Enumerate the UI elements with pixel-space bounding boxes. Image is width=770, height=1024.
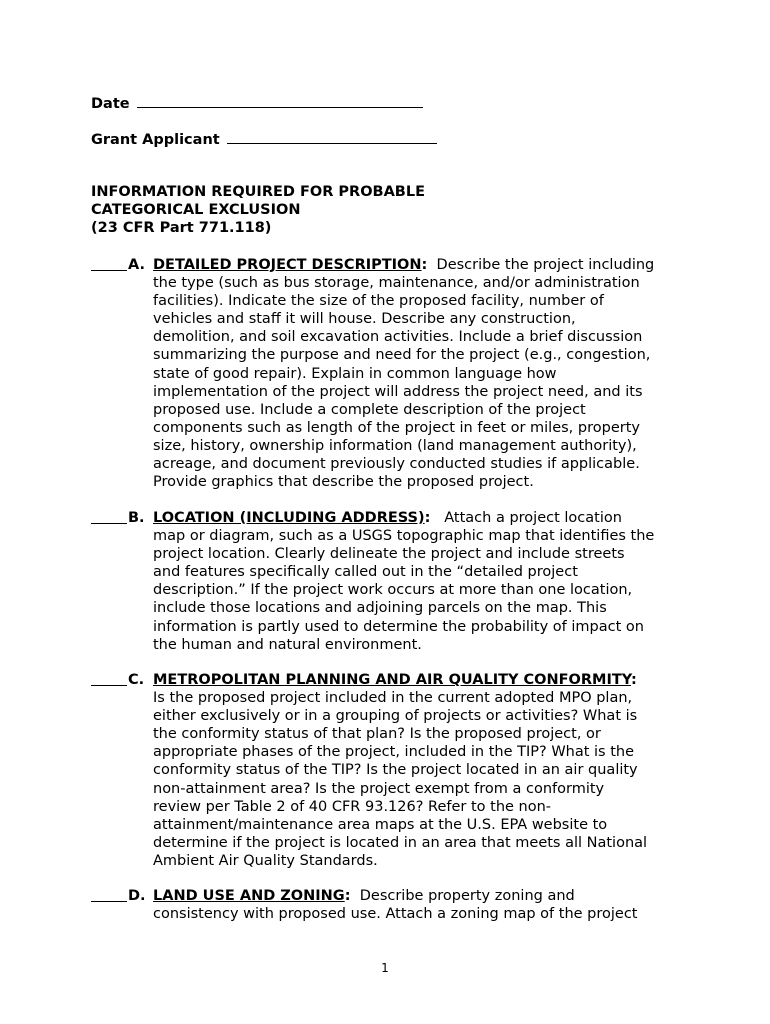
heading-line-1: INFORMATION REQUIRED FOR PROBABLE — [91, 184, 426, 200]
section-c-line: non-attainment area? Is the project exempt from a conformity — [153, 780, 605, 797]
section-c-line: determine if the project is located in an area that meets all National — [153, 834, 648, 851]
section-c-line: Is the proposed project included in the current adopted MPO plan, — [153, 690, 633, 707]
section-b-line: map or diagram, such as a USGS topographic map that identifies the — [153, 528, 655, 545]
section-a-line: implementation of the project will address the project need, and its — [153, 383, 643, 400]
section-a-line: size, history, ownership information (land management authority), — [153, 437, 637, 454]
section-a-content — [153, 256, 693, 491]
section-c-line: review per Table 2 of 40 CFR 93.126? Refer to the non- — [153, 798, 552, 815]
section-c-line: the conformity status of that plan? Is the proposed project, or — [153, 726, 601, 743]
section-a-letter: A. — [128, 257, 145, 273]
document-heading — [91, 183, 425, 237]
section-c-title: METROPOLITAN PLANNING AND AIR QUALITY CONFORMITY — [153, 672, 631, 688]
section-a-line: facilities). Indicate the size of the proposed facility, number of — [153, 293, 604, 310]
grant-applicant-label: Grant Applicant — [91, 132, 220, 148]
section-b-first-line: LOCATION (INCLUDING ADDRESS): Attach a project location — [153, 510, 622, 526]
grant-applicant-field — [91, 129, 437, 149]
date-field — [91, 93, 423, 113]
section-b-line: project location. Clearly delineate the project and include streets — [153, 546, 625, 563]
section-d-content — [153, 887, 693, 923]
section-b-line: include those locations and adjoining parcels on the map. This — [153, 600, 607, 617]
section-c-line: appropriate phases of the project, included in the TIP? What is the — [153, 744, 635, 761]
section-a-line: summarizing the purpose and need for the project (e.g., congestion, — [153, 347, 651, 364]
date-label: Date — [91, 96, 130, 112]
section-d-line: consistency with proposed use. Attach a zoning map of the project — [153, 906, 638, 923]
page-number: 1 — [381, 961, 389, 975]
section-d-first-line: LAND USE AND ZONING: Describe property zoning and — [153, 888, 575, 904]
section-d-checkbox-blank[interactable] — [91, 901, 127, 902]
grant-applicant-blank-line[interactable] — [227, 129, 437, 144]
section-a-line: proposed use. Include a complete description of the project — [153, 401, 586, 418]
section-d-letter: D. — [128, 888, 146, 904]
section-a-line: the type (such as bus storage, maintenance, and/or administration — [153, 275, 640, 292]
section-b-line: the human and natural environment. — [153, 636, 422, 653]
section-a-checkbox-blank[interactable] — [91, 270, 127, 271]
section-b-checkbox-blank[interactable] — [91, 523, 127, 524]
date-blank-line[interactable] — [137, 93, 423, 108]
section-c-line: attainment/maintenance area maps at the U.S. EPA website to — [153, 816, 608, 833]
section-d-title: LAND USE AND ZONING — [153, 888, 345, 904]
section-a-line: state of good repair). Explain in common language how — [153, 365, 557, 382]
section-b-line: information is partly used to determine the probability of impact on — [153, 618, 644, 635]
section-c-line: conformity status of the TIP? Is the project located in an air quality — [153, 762, 638, 779]
section-a-title: DETAILED PROJECT DESCRIPTION — [153, 257, 422, 273]
section-c-content — [153, 671, 693, 870]
section-b-line: description.” If the project work occurs at more than one location, — [153, 582, 633, 599]
section-c-line: either exclusively or in a grouping of projects or activities? What is — [153, 708, 638, 725]
heading-line-3: (23 CFR Part 771.118) — [91, 220, 272, 236]
section-b-content — [153, 509, 693, 654]
section-c-letter: C. — [128, 672, 145, 688]
section-a-first-line: DETAILED PROJECT DESCRIPTION: Describe the project including — [153, 257, 655, 273]
section-c-first-line: METROPOLITAN PLANNING AND AIR QUALITY CONFORMITY: — [153, 672, 637, 688]
section-a-line: acreage, and document previously conducted studies if applicable. — [153, 456, 640, 473]
section-c-line: Ambient Air Quality Standards. — [153, 852, 378, 869]
section-a-line: vehicles and staff it will house. Describe any construction, — [153, 311, 576, 328]
section-b-title: LOCATION (INCLUDING ADDRESS) — [153, 510, 425, 526]
section-a-line: Provide graphics that describe the proposed project. — [153, 474, 534, 491]
section-c-checkbox-blank[interactable] — [91, 685, 127, 686]
section-b-line: and features specifically called out in the “detailed project — [153, 564, 578, 581]
section-a-line: demolition, and soil excavation activities. Include a brief discussion — [153, 329, 643, 346]
section-b-letter: B. — [128, 510, 145, 526]
heading-line-2: CATEGORICAL EXCLUSION — [91, 202, 301, 218]
section-a-line: components such as length of the project in feet or miles, property — [153, 419, 640, 436]
